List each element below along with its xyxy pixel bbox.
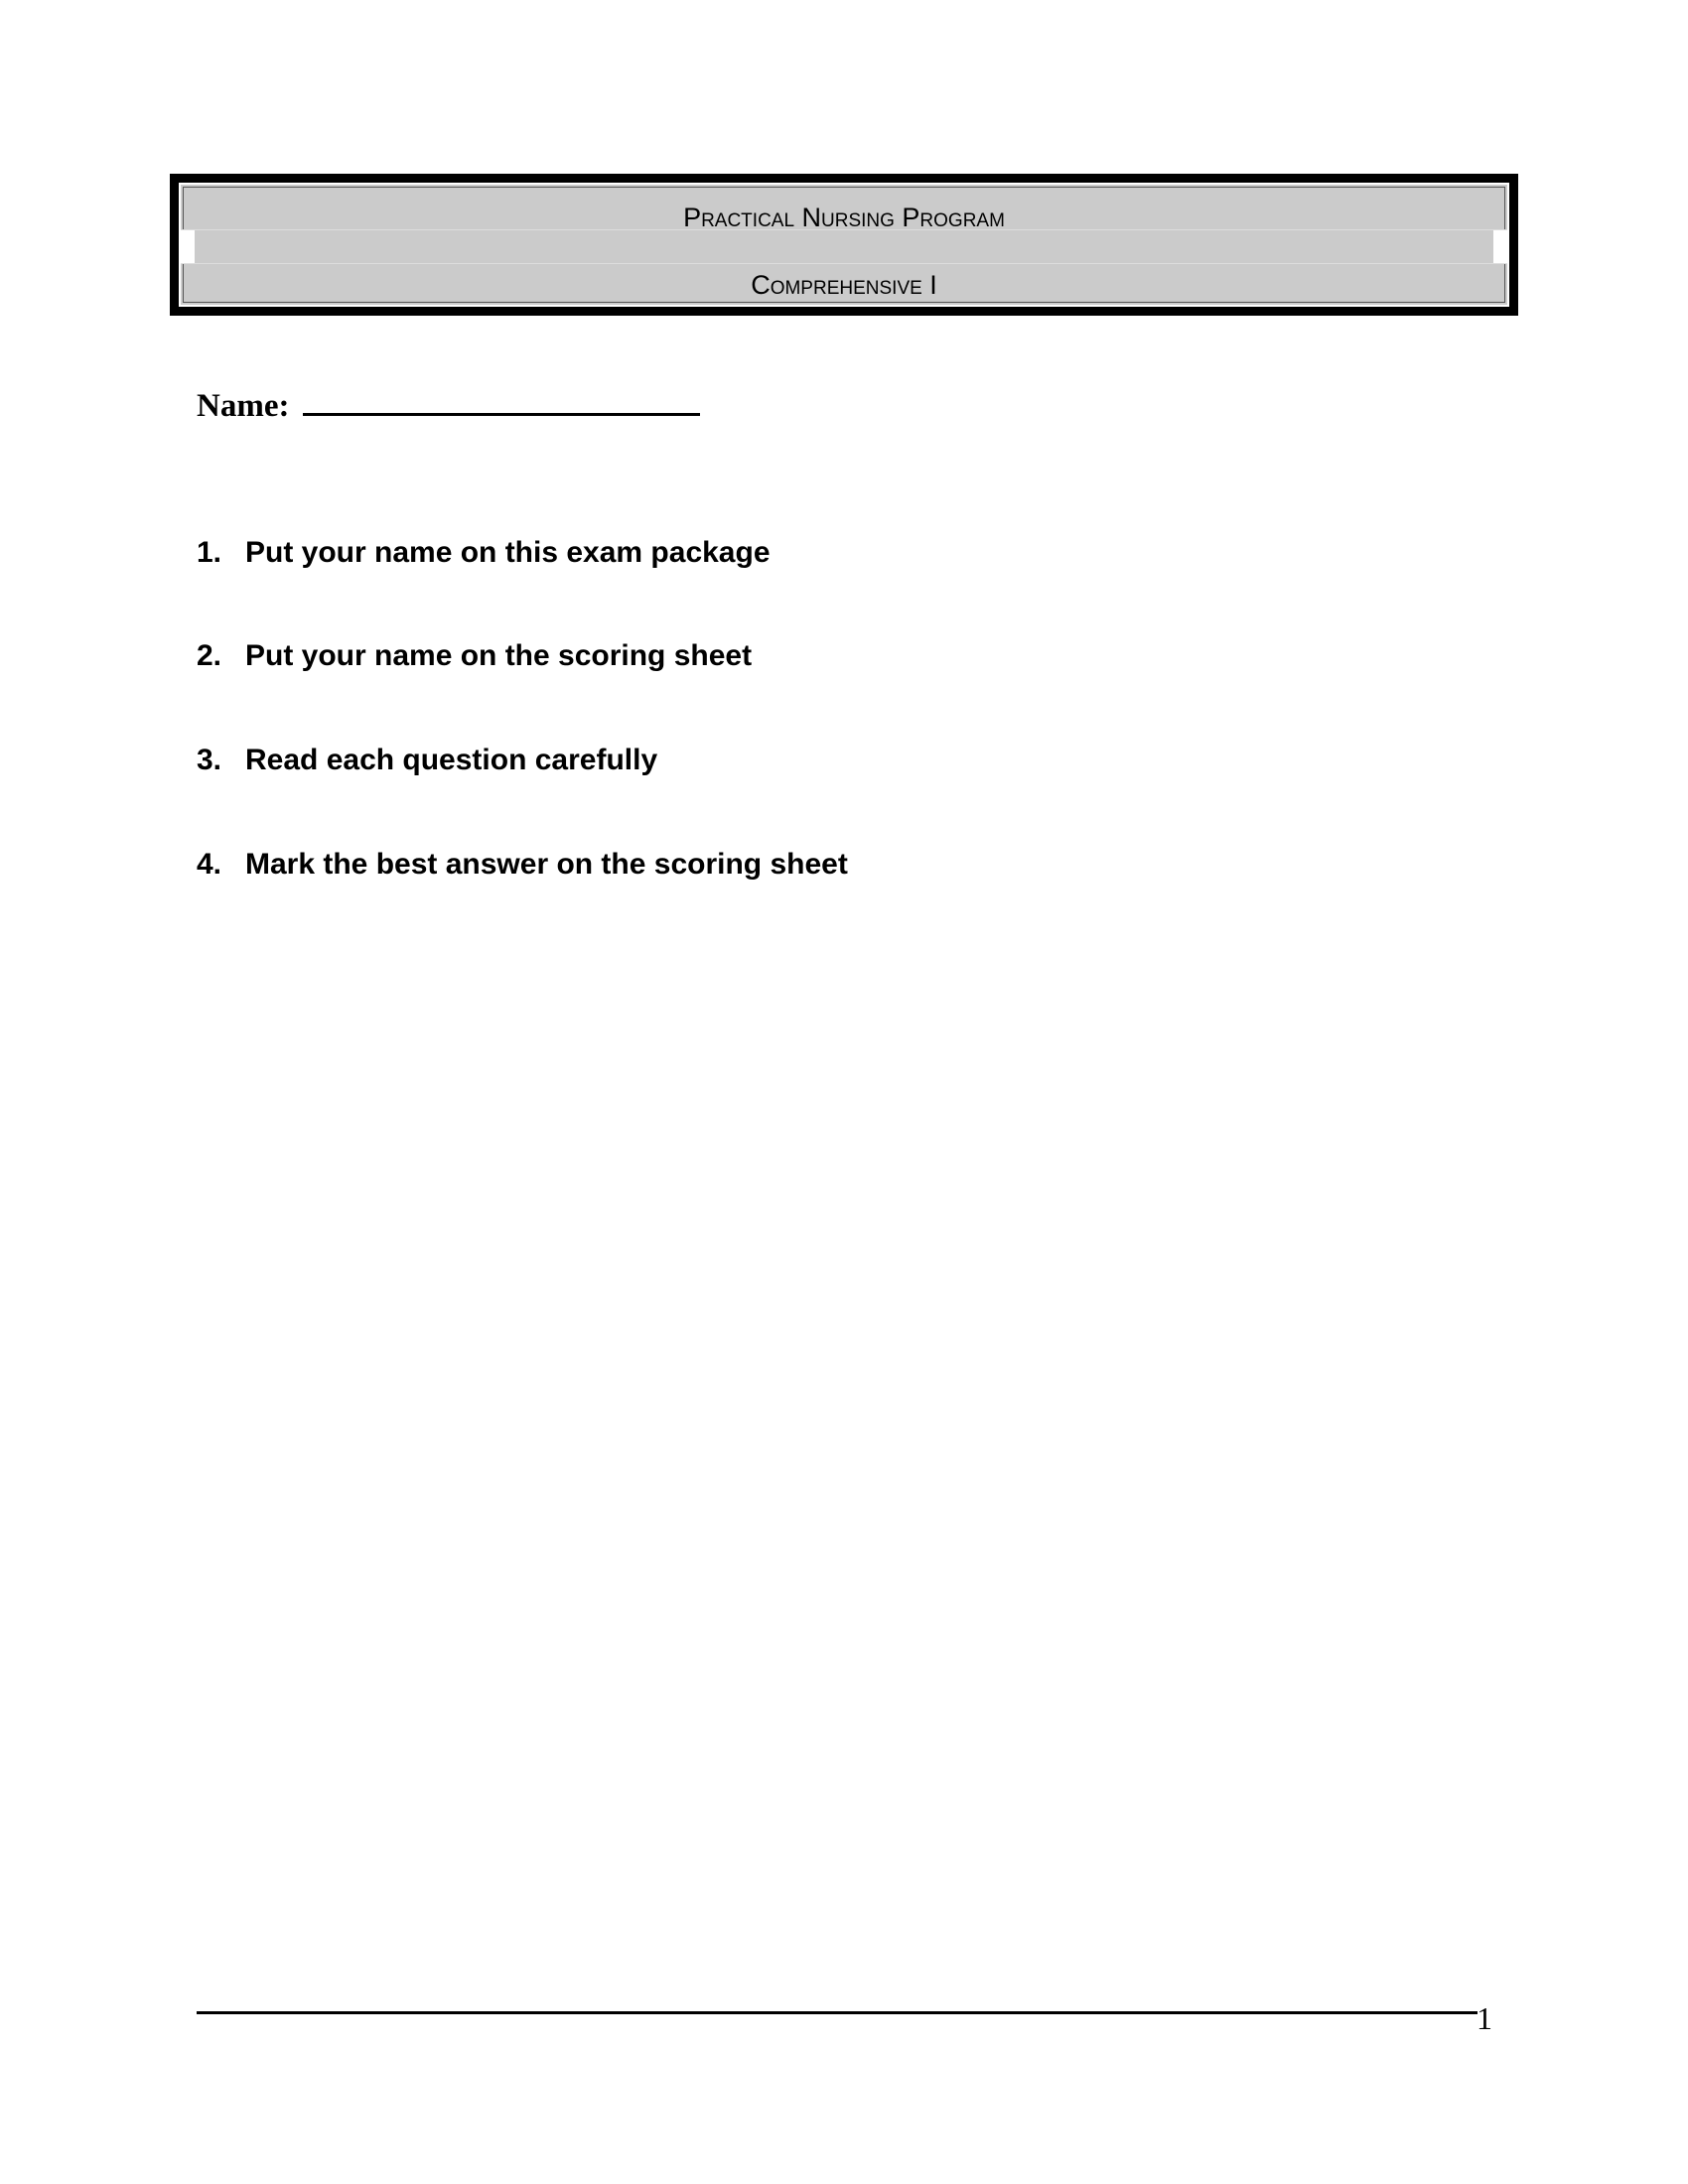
page-number: 1 [1477,2000,1492,2036]
instruction-item: 4. Mark the best answer on the scoring sheet [197,848,848,881]
instruction-item: 1. Put your name on this exam package [197,536,771,569]
name-label: Name: [197,388,290,424]
title-box [170,174,1518,316]
program-title: Practical Nursing Program [683,203,1005,232]
title-spacer [181,229,1507,264]
footer-rule [197,2011,1477,2014]
instruction-item: 2. Put your name on the scoring sheet [197,639,753,672]
exam-title: Comprehensive I [751,270,937,300]
name-blank-line [303,385,700,416]
instruction-item: 3. Read each question carefully [197,744,658,776]
title-box-inner [179,183,1509,307]
name-field [197,385,700,425]
